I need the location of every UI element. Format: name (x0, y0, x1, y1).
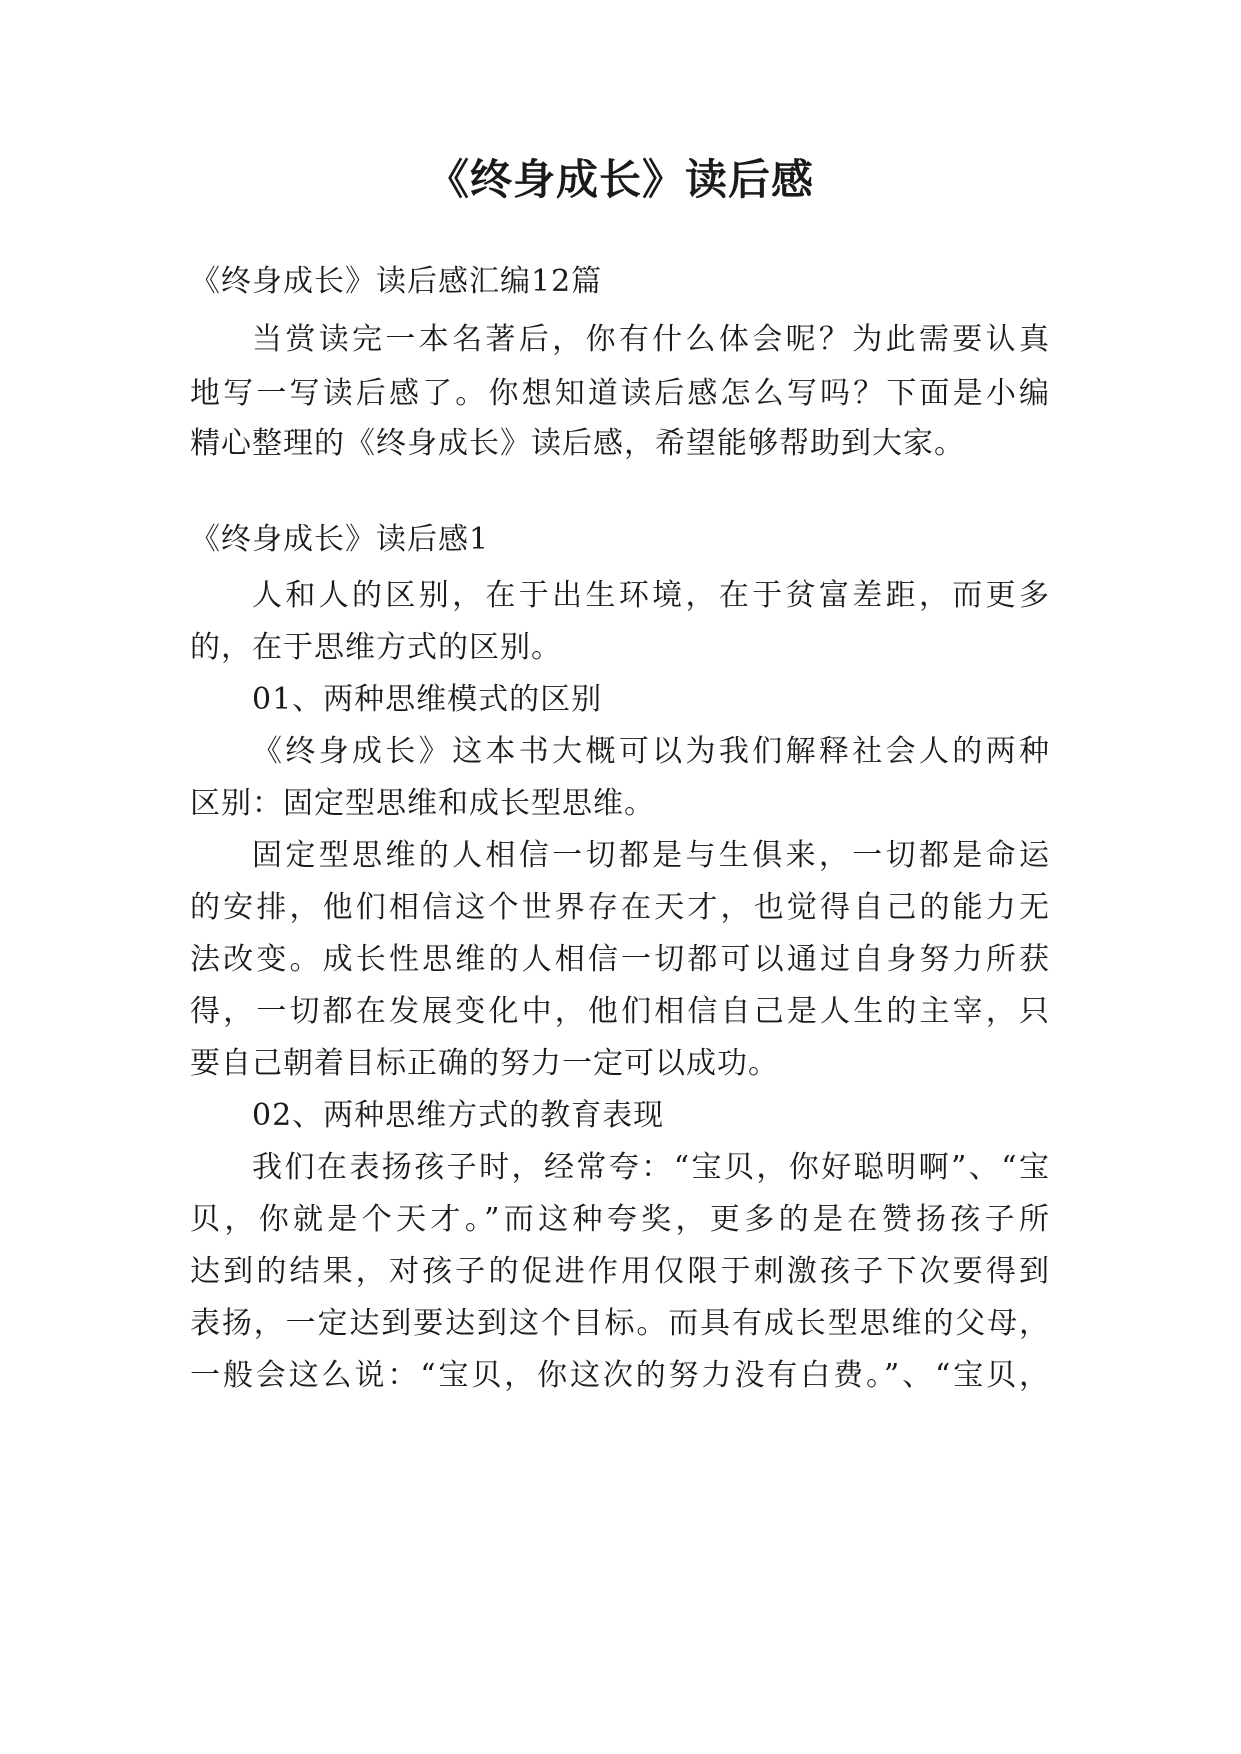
text-line: 的安排，他们相信这个世界存在天才，也觉得自己的能力无 (190, 890, 1050, 925)
text-line: 的，在于思维方式的区别。 (190, 630, 562, 665)
text-line: 固定型思维的人相信一切都是与生俱来，一切都是命运 (252, 838, 1050, 873)
text-line: 当赏读完一本名著后，你有什么体会呢？为此需要认真 (252, 322, 1050, 357)
text-line: 《终身成长》读后感1 (190, 522, 490, 557)
text-line: 达到的结果，对孩子的促进作用仅限于刺激孩子下次要得到 (190, 1254, 1050, 1289)
text-line: 要自己朝着目标正确的努力一定可以成功。 (190, 1046, 779, 1081)
text-line: 法改变。成长性思维的人相信一切都可以通过自身努力所获 (190, 942, 1050, 977)
text-line: 地写一写读后感了。你想知道读后感怎么写吗？下面是小编 (190, 376, 1050, 411)
text-line: 一般会这么说：“宝贝，你这次的努力没有白费。”、“宝贝， (190, 1358, 1050, 1393)
text-line: 01、两种思维模式的区别 (252, 682, 603, 717)
text-line: 人和人的区别，在于出生环境，在于贫富差距，而更多 (252, 578, 1050, 613)
text-line: 贝，你就是个天才。”而这种夸奖，更多的是在赞扬孩子所 (190, 1202, 1050, 1237)
text-line: 《终身成长》这本书大概可以为我们解释社会人的两种 (252, 734, 1050, 769)
text-line: 表扬，一定达到要达到这个目标。而具有成长型思维的父母， (190, 1306, 1050, 1341)
text-line: 得，一切都在发展变化中，他们相信自己是人生的主宰，只 (190, 994, 1050, 1029)
text-line: 我们在表扬孩子时，经常夸：“宝贝，你好聪明啊”、“宝 (252, 1150, 1050, 1185)
text-line: 精心整理的《终身成长》读后感，希望能够帮助到大家。 (190, 426, 965, 461)
text-line: 区别：固定型思维和成长型思维。 (190, 786, 655, 821)
document-title: 《终身成长》读后感 (426, 155, 814, 204)
text-line: 《终身成长》读后感汇编12篇 (190, 264, 603, 299)
text-line: 02、两种思维方式的教育表现 (252, 1098, 665, 1133)
